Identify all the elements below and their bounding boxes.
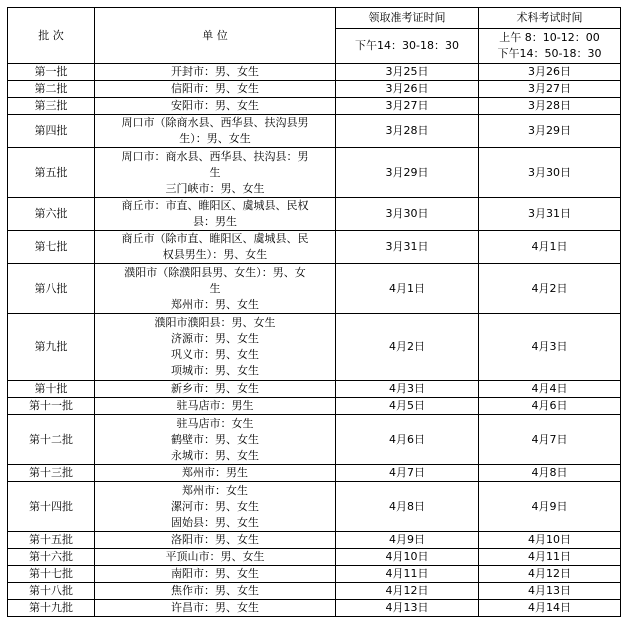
header-row-1 xyxy=(8,8,621,29)
unit-line: 新乡市：男、女生 xyxy=(171,382,259,395)
exam-date-cell: 4月13日 xyxy=(479,583,621,600)
header-unit: 单 位 xyxy=(95,8,336,64)
pickup-date-cell: 4月12日 xyxy=(336,583,479,600)
unit-cell xyxy=(95,482,336,532)
unit-line: 信阳市：男、女生 xyxy=(171,82,259,95)
header-exam-time-pm: 下午14：50-18：30 xyxy=(497,47,602,60)
table-row xyxy=(8,264,621,314)
table-row xyxy=(8,566,621,583)
batch-cell: 第十四批 xyxy=(8,482,95,532)
schedule-table xyxy=(7,7,621,617)
table-row xyxy=(8,198,621,231)
unit-line: 项城市：男、女生 xyxy=(171,364,259,377)
table-row xyxy=(8,532,621,549)
exam-date-cell: 4月10日 xyxy=(479,532,621,549)
unit-cell xyxy=(95,81,336,98)
table-row xyxy=(8,583,621,600)
table-row xyxy=(8,98,621,115)
batch-cell: 第十一批 xyxy=(8,398,95,415)
unit-line: 平顶山市：男、女生 xyxy=(165,550,265,563)
batch-cell: 第十五批 xyxy=(8,532,95,549)
unit-cell xyxy=(95,198,336,231)
unit-line: 许昌市：男、女生 xyxy=(171,601,259,614)
batch-cell: 第四批 xyxy=(8,115,95,148)
unit-line: 濮阳市濮阳县：男、女生 xyxy=(154,316,276,329)
table-row xyxy=(8,314,621,381)
exam-date-cell: 4月3日 xyxy=(479,314,621,381)
table-row xyxy=(8,465,621,482)
unit-line: 郑州市：男生 xyxy=(182,466,248,479)
batch-cell: 第七批 xyxy=(8,231,95,264)
unit-cell xyxy=(95,532,336,549)
exam-date-cell: 4月6日 xyxy=(479,398,621,415)
table-row xyxy=(8,549,621,566)
pickup-date-cell: 3月28日 xyxy=(336,115,479,148)
pickup-date-cell: 4月6日 xyxy=(336,415,479,465)
batch-cell: 第三批 xyxy=(8,98,95,115)
unit-cell xyxy=(95,64,336,81)
batch-cell: 第二批 xyxy=(8,81,95,98)
unit-line: 郑州市：男、女生 xyxy=(171,297,259,311)
batch-cell: 第十九批 xyxy=(8,600,95,617)
unit-cell xyxy=(95,148,336,198)
unit-line: 固始县：男、女生 xyxy=(171,515,259,529)
unit-cell xyxy=(95,98,336,115)
pickup-date-cell: 4月1日 xyxy=(336,264,479,314)
unit-line: 南阳市：男、女生 xyxy=(171,567,259,580)
unit-line: 周口市：商水县、西华县、扶沟县：男 xyxy=(121,149,309,163)
unit-cell xyxy=(95,549,336,566)
exam-date-cell: 3月27日 xyxy=(479,81,621,98)
table-row xyxy=(8,64,621,81)
unit-line: 周口市（除商水县、西华县、扶沟县男 xyxy=(121,116,309,129)
pickup-date-cell: 4月13日 xyxy=(336,600,479,617)
unit-line: 驻马店市：男生 xyxy=(176,399,254,412)
unit-line: 生）：男、女生 xyxy=(179,132,251,145)
unit-cell xyxy=(95,264,336,314)
header-exam-time-am: 上午 8：10-12：00 xyxy=(499,31,600,44)
unit-line: 商丘市（除市直、睢阳区、虞城县、民 xyxy=(121,232,309,245)
batch-cell: 第九批 xyxy=(8,314,95,381)
exam-date-cell: 3月31日 xyxy=(479,198,621,231)
unit-cell xyxy=(95,398,336,415)
table-row xyxy=(8,115,621,148)
unit-line: 三门峡市：男、女生 xyxy=(165,181,265,195)
header-exam-title: 术科考试时间 xyxy=(479,8,621,29)
table-row xyxy=(8,600,621,617)
table-row xyxy=(8,398,621,415)
unit-cell xyxy=(95,465,336,482)
pickup-date-cell: 3月25日 xyxy=(336,64,479,81)
exam-date-cell: 3月28日 xyxy=(479,98,621,115)
unit-line: 商丘市：市直、睢阳区、虞城县、民权 xyxy=(121,199,309,212)
batch-cell: 第五批 xyxy=(8,148,95,198)
exam-date-cell: 3月26日 xyxy=(479,64,621,81)
pickup-date-cell: 4月7日 xyxy=(336,465,479,482)
unit-line: 开封市：男、女生 xyxy=(171,65,259,78)
schedule-table-body xyxy=(8,8,621,617)
unit-line: 郑州市：女生 xyxy=(182,483,248,497)
batch-cell: 第十批 xyxy=(8,381,95,398)
table-row xyxy=(8,482,621,532)
pickup-date-cell: 3月26日 xyxy=(336,81,479,98)
exam-date-cell: 3月29日 xyxy=(479,115,621,148)
unit-cell xyxy=(95,566,336,583)
table-row xyxy=(8,381,621,398)
unit-line: 巩义市：男、女生 xyxy=(171,348,259,361)
exam-date-cell: 4月4日 xyxy=(479,381,621,398)
batch-cell: 第十二批 xyxy=(8,415,95,465)
header-exam-time xyxy=(479,29,621,64)
table-row xyxy=(8,231,621,264)
pickup-date-cell: 3月30日 xyxy=(336,198,479,231)
batch-cell: 第十八批 xyxy=(8,583,95,600)
batch-cell: 第十七批 xyxy=(8,566,95,583)
pickup-date-cell: 4月5日 xyxy=(336,398,479,415)
exam-date-cell: 4月12日 xyxy=(479,566,621,583)
unit-cell xyxy=(95,600,336,617)
batch-cell: 第十六批 xyxy=(8,549,95,566)
unit-line: 漯河市：男、女生 xyxy=(171,499,259,513)
pickup-date-cell: 4月8日 xyxy=(336,482,479,532)
pickup-date-cell: 4月3日 xyxy=(336,381,479,398)
unit-line: 驻马店市：女生 xyxy=(176,416,254,430)
unit-line: 鹤壁市：男、女生 xyxy=(171,432,259,446)
header-batch: 批 次 xyxy=(8,8,95,64)
unit-cell xyxy=(95,583,336,600)
header-pickup-title: 领取准考证时间 xyxy=(336,8,479,29)
pickup-date-cell: 4月10日 xyxy=(336,549,479,566)
unit-line: 生 xyxy=(209,165,221,179)
unit-cell xyxy=(95,381,336,398)
exam-date-cell: 3月30日 xyxy=(479,148,621,198)
pickup-date-cell: 3月31日 xyxy=(336,231,479,264)
unit-line: 安阳市：男、女生 xyxy=(171,99,259,112)
unit-line: 济源市：男、女生 xyxy=(171,332,259,345)
pickup-date-cell: 3月27日 xyxy=(336,98,479,115)
unit-line: 生 xyxy=(209,281,221,295)
batch-cell: 第一批 xyxy=(8,64,95,81)
unit-cell xyxy=(95,314,336,381)
pickup-date-cell: 4月11日 xyxy=(336,566,479,583)
batch-cell: 第六批 xyxy=(8,198,95,231)
exam-date-cell: 4月2日 xyxy=(479,264,621,314)
unit-cell xyxy=(95,231,336,264)
batch-cell: 第八批 xyxy=(8,264,95,314)
exam-date-cell: 4月8日 xyxy=(479,465,621,482)
unit-line: 焦作市：男、女生 xyxy=(171,584,259,597)
pickup-date-cell: 4月9日 xyxy=(336,532,479,549)
unit-line: 洛阳市：男、女生 xyxy=(171,533,259,546)
exam-date-cell: 4月11日 xyxy=(479,549,621,566)
pickup-date-cell: 3月29日 xyxy=(336,148,479,198)
unit-line: 县：男生 xyxy=(193,215,237,228)
unit-cell xyxy=(95,115,336,148)
unit-cell xyxy=(95,415,336,465)
table-row xyxy=(8,81,621,98)
table-row xyxy=(8,415,621,465)
table-row xyxy=(8,148,621,198)
exam-date-cell: 4月9日 xyxy=(479,482,621,532)
exam-date-cell: 4月1日 xyxy=(479,231,621,264)
unit-line: 永城市：男、女生 xyxy=(171,448,259,462)
unit-line: 权县男生）：男、女生 xyxy=(162,248,268,261)
pickup-date-cell: 4月2日 xyxy=(336,314,479,381)
unit-line: 濮阳市（除濮阳县男、女生）：男、女 xyxy=(124,265,306,279)
exam-date-cell: 4月14日 xyxy=(479,600,621,617)
header-pickup-time: 下午14：30-18：30 xyxy=(336,29,479,64)
batch-cell: 第十三批 xyxy=(8,465,95,482)
exam-date-cell: 4月7日 xyxy=(479,415,621,465)
